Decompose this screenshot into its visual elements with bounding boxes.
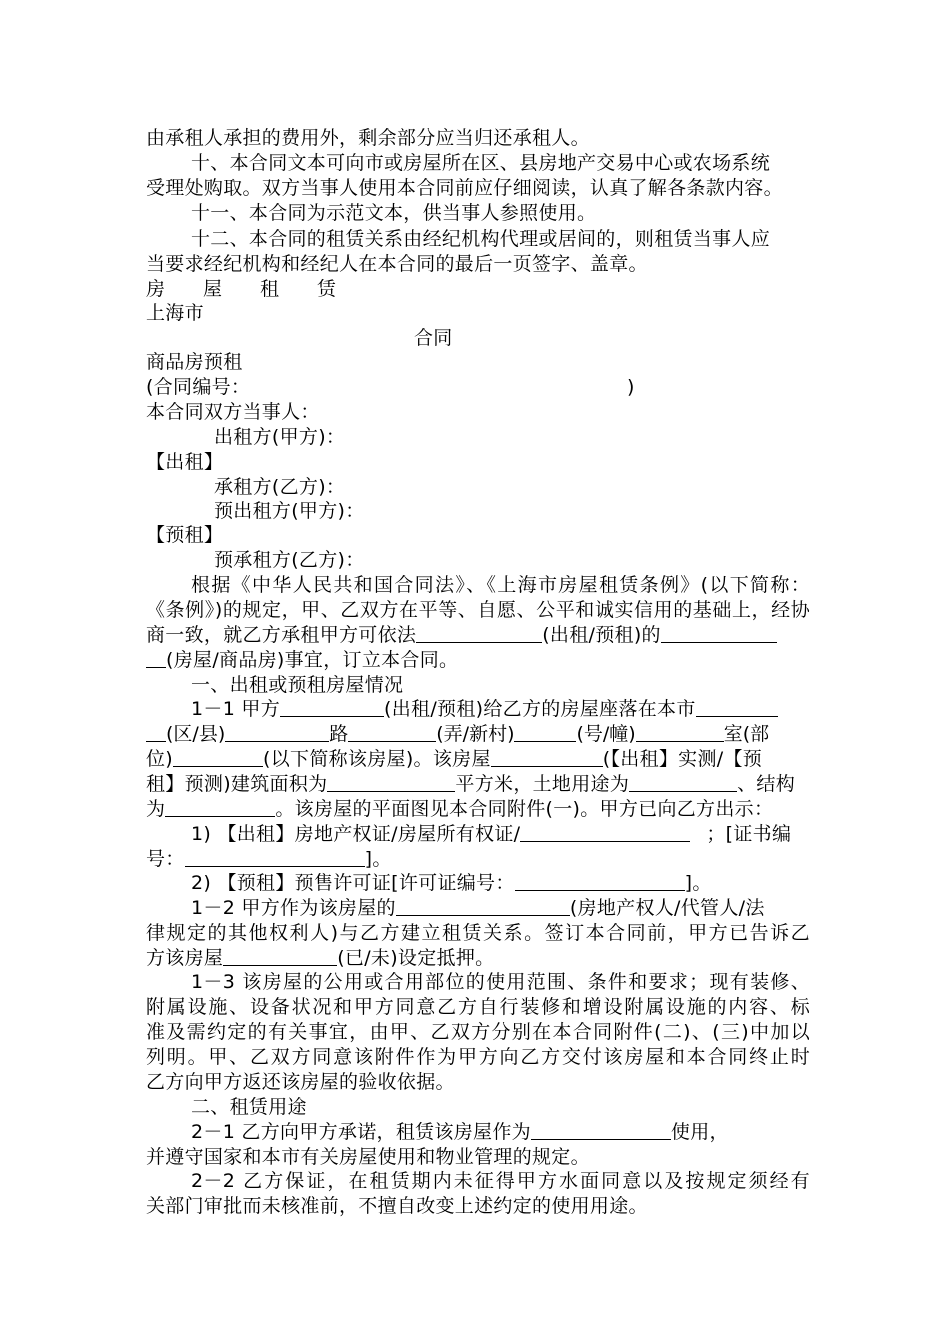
blank-field[interactable] bbox=[327, 773, 455, 792]
clause-text: (号/幢) bbox=[576, 723, 636, 745]
blank-field[interactable] bbox=[661, 624, 777, 643]
clause-1-3-line-4: 列明。甲、乙双方同意该附件作为甲方向乙方交付该房屋和本合同终止时 bbox=[146, 1046, 810, 1068]
clause-1-2-line-1 bbox=[191, 896, 855, 920]
section-1-heading: 一、出租或预租房屋情况 bbox=[191, 674, 404, 696]
blank-field[interactable] bbox=[146, 649, 166, 668]
blank-field[interactable] bbox=[515, 872, 685, 891]
clause-text: (弄/新村) bbox=[436, 723, 515, 745]
blank-field[interactable] bbox=[696, 698, 778, 717]
lessee-label: 承租方(乙方)： bbox=[214, 476, 346, 498]
blank-field[interactable] bbox=[146, 723, 166, 742]
clause-text: 方该房屋 bbox=[146, 947, 224, 969]
pre-lease-tag: 【预租】 bbox=[146, 524, 224, 546]
title-fangwu-zulin: 房 屋 租 赁 bbox=[146, 278, 337, 300]
clause-2-1-line-2: 并遵守国家和本市有关房屋使用和物业管理的规定。 bbox=[146, 1146, 590, 1168]
blank-field[interactable] bbox=[629, 773, 737, 792]
clause-1-1-line-5 bbox=[146, 797, 810, 821]
blank-field[interactable] bbox=[636, 723, 724, 742]
blank-field[interactable] bbox=[520, 823, 690, 842]
clause-1-3-line-3: 准及需约定的有关事宜，由甲、乙双方分别在本合同附件(二)、(三)中加以 bbox=[146, 1021, 810, 1043]
blank-field[interactable] bbox=[280, 698, 384, 717]
clause-12-line: 十二、本合同的租赁关系由经纪机构代理或居间的，则租赁当事人应 bbox=[191, 228, 771, 250]
clause-1-1-line-1 bbox=[191, 697, 855, 721]
clause-text: (房地产权人/代管人/法 bbox=[569, 897, 765, 919]
clause-text: (区/县) bbox=[166, 723, 226, 745]
clause-1-1-line-4 bbox=[146, 772, 810, 796]
title-shanghai: 上海市 bbox=[146, 302, 204, 324]
clause-1-1-line-3 bbox=[146, 747, 810, 771]
clause-text: 、结构 bbox=[737, 773, 796, 795]
pre-lessee-label: 预承租方(乙方)： bbox=[214, 549, 365, 571]
contract-number-label: (合同编号： bbox=[146, 376, 251, 398]
clause-text: 为 bbox=[146, 798, 166, 820]
clause-2-1-line-1 bbox=[191, 1120, 855, 1144]
preamble-text-a: 商一致，就乙方承租甲方可依法 bbox=[146, 624, 417, 646]
blank-field[interactable] bbox=[348, 723, 436, 742]
clause-text: 1) 【出租】房地产权证/房屋所有权证/ bbox=[191, 823, 521, 845]
clause-text: 路 bbox=[329, 723, 349, 745]
parties-heading: 本合同双方当事人： bbox=[146, 401, 320, 423]
clause-text: 平方米，土地用途为 bbox=[455, 773, 630, 795]
clause-12-line-2: 当要求经纪机构和经纪人在本合同的最后一页签字、盖章。 bbox=[146, 253, 648, 275]
blank-field[interactable] bbox=[491, 748, 603, 767]
blank-field[interactable] bbox=[165, 798, 275, 817]
lease-tag: 【出租】 bbox=[146, 451, 224, 473]
title-hetong: 合同 bbox=[414, 327, 453, 349]
clause-text: 使用， bbox=[670, 1121, 729, 1143]
clause-text: 1－2 甲方作为该房屋的 bbox=[191, 897, 396, 919]
clause-1-1-item-1 bbox=[191, 822, 855, 846]
clause-text: 号： bbox=[146, 848, 185, 870]
clause-text: ]。 bbox=[364, 848, 392, 870]
clause-1-1-line-2 bbox=[146, 722, 810, 746]
lessor-label: 出租方(甲方)： bbox=[214, 426, 346, 448]
clause-text: 租】预测)建筑面积为 bbox=[146, 773, 328, 795]
preamble-text-c: (房屋/商品房)事宜，订立本合同。 bbox=[166, 649, 459, 671]
clause-text: 。该房屋的平面图见本合同附件(一)。甲方已向乙方出示： bbox=[275, 798, 774, 820]
clause-text: 2) 【预租】预售许可证[许可证编号： bbox=[191, 872, 515, 894]
blank-field[interactable] bbox=[225, 723, 329, 742]
clause-text: (【出租】实测/【预 bbox=[602, 748, 763, 770]
blank-field[interactable] bbox=[223, 947, 337, 966]
clause-2-2-line-2: 关部门审批而未核准前，不擅自改变上述约定的使用用途。 bbox=[146, 1195, 648, 1217]
preamble-line-4 bbox=[146, 648, 810, 672]
clause-text: (已/未)设定抵押。 bbox=[337, 947, 495, 969]
clause-11-line: 十一、本合同为示范文本，供当事人参照使用。 bbox=[191, 202, 597, 224]
preamble-line-1: 根据《中华人民共和国合同法》、《上海市房屋租赁条例》(以下简称： bbox=[191, 574, 810, 596]
clause-1-1-item-2 bbox=[191, 871, 855, 895]
clause-text: 位) bbox=[146, 748, 174, 770]
contract-number-close: ) bbox=[627, 376, 635, 398]
preamble-line-3 bbox=[146, 623, 810, 647]
clause-1-3-line-5: 乙方向甲方返还该房屋的验收依据。 bbox=[146, 1071, 455, 1093]
clause-10-line: 十、本合同文本可向市或房屋所在区、县房地产交易中心或农场系统 bbox=[191, 152, 771, 174]
pre-lessor-label: 预出租方(甲方)： bbox=[214, 500, 365, 522]
clause-text: ；[证书编 bbox=[706, 823, 792, 845]
blank-field[interactable] bbox=[396, 897, 570, 916]
preamble-line-2: 《条例》)的规定，甲、乙双方在平等、自愿、公平和诚实信用的基础上，经协 bbox=[146, 599, 810, 621]
blank-field[interactable] bbox=[185, 848, 365, 867]
clause-text: 室(部 bbox=[723, 723, 770, 745]
clause-text: 1－1 甲方 bbox=[191, 698, 281, 720]
title-commercial-prelease: 商品房预租 bbox=[146, 351, 243, 373]
clause-text: (出租/预租)给乙方的房屋座落在本市 bbox=[384, 698, 696, 720]
section-2-heading: 二、租赁用途 bbox=[191, 1096, 307, 1118]
clause-1-1-item-1-cont bbox=[146, 847, 810, 871]
clause-2-2-line-1: 2－2 乙方保证，在租赁期内未征得甲方水面同意以及按规定须经有 bbox=[191, 1170, 810, 1192]
preamble-text-b: (出租/预租)的 bbox=[542, 624, 661, 646]
blank-field[interactable] bbox=[173, 748, 263, 767]
blank-field[interactable] bbox=[531, 1121, 671, 1140]
blank-field[interactable] bbox=[514, 723, 576, 742]
clause-1-3-line-2: 附属设施、设备状况和甲方同意乙方自行装修和增设附属设施的内容、标 bbox=[146, 996, 810, 1018]
paragraph-line: 由承租人承担的费用外，剩余部分应当归还承租人。 bbox=[146, 127, 590, 149]
clause-1-3-line-1: 1－3 该房屋的公用或合用部位的使用范围、条件和要求；现有装修、 bbox=[191, 971, 810, 993]
clause-text: ]。 bbox=[684, 872, 712, 894]
clause-text: (以下简称该房屋)。该房屋 bbox=[263, 748, 491, 770]
clause-1-2-line-3 bbox=[146, 946, 810, 970]
blank-field[interactable] bbox=[416, 624, 542, 643]
clause-10-line-2: 受理处购取。双方当事人使用本合同前应仔细阅读，认真了解各条款内容。 bbox=[146, 177, 783, 199]
clause-1-2-line-2: 律规定的其他权利人)与乙方建立租赁关系。签订本合同前，甲方已告诉乙 bbox=[146, 922, 810, 944]
clause-text: 2－1 乙方向甲方承诺，租赁该房屋作为 bbox=[191, 1121, 531, 1143]
